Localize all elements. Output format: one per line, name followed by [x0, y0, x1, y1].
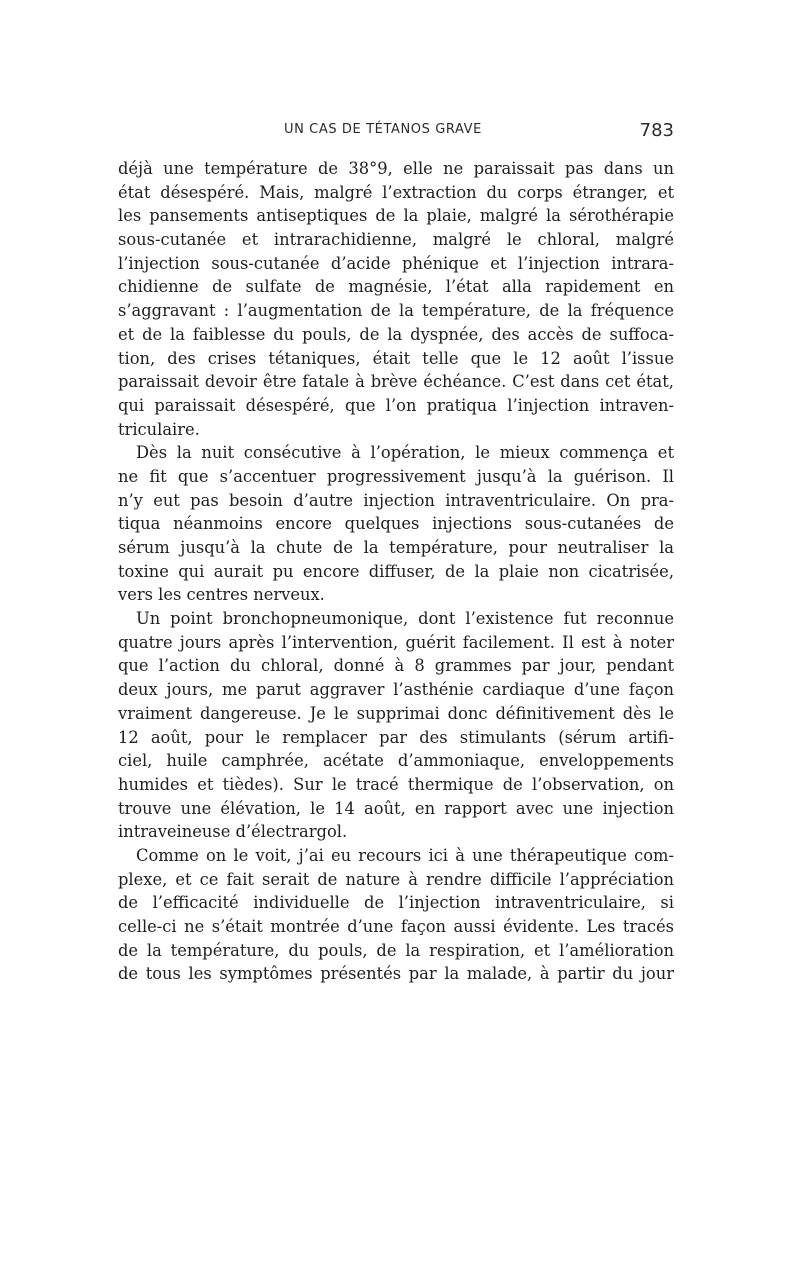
text-line: trouve une élévation, le 14 août, en rapport avec une injection — [118, 798, 674, 818]
text-line: vers les centres nerveux. — [118, 585, 325, 605]
text-line: les pansements antiseptiques de la plaie, malgré la sérothérapie — [118, 206, 674, 226]
text-line: sous-cutanée et intrarachidienne, malgré le chloral, malgré — [118, 230, 674, 250]
text-line: état désespéré. Mais, malgré l’extraction du corps étranger, et — [118, 182, 674, 202]
text-line: plexe, et ce fait serait de nature à rendre difficile l’appréciation — [118, 869, 674, 889]
text-line: Un point bronchopneumonique, dont l’existence fut reconnue — [136, 609, 674, 629]
body-text — [118, 157, 674, 986]
text-line: n’y eut pas besoin d’autre injection intraventriculaire. On pra- — [118, 490, 674, 510]
running-header — [118, 120, 674, 144]
running-title: UN CAS DE TÉTANOS GRAVE — [284, 122, 482, 137]
text-line: tiqua néanmoins encore quelques injections sous-cutanées de — [118, 514, 674, 534]
text-line: sérum jusqu’à la chute de la température, pour neutraliser la — [118, 538, 674, 557]
page-number: 783 — [639, 120, 674, 141]
text-line: quatre jours après l’intervention, guérit facilement. Il est à noter — [118, 632, 674, 652]
text-line: intraveineuse d’électrargol. — [118, 822, 348, 842]
text-line: vraiment dangereuse. Je le supprimai donc définitivement dès le — [118, 703, 674, 723]
text-line: de la température, du pouls, de la respiration, et l’amélioration — [118, 940, 674, 960]
text-line: et de la faiblesse du pouls, de la dyspnée, des accès de suffoca- — [118, 324, 674, 344]
text-line: déjà une température de 38°9, elle ne paraissait pas dans un — [118, 159, 674, 178]
text-line: ne fit que s’accentuer progressivement jusqu’à la guérison. Il — [118, 466, 674, 486]
text-line: 12 août, pour le remplacer par des stimulants (sérum artifi- — [118, 727, 674, 747]
paragraph — [118, 157, 674, 441]
text-line: s’aggravant : l’augmentation de la température, de la fréquence — [118, 301, 674, 321]
text-line: tion, des crises tétaniques, était telle que le 12 août l’issue — [118, 348, 674, 368]
text-line: toxine qui aurait pu encore diffuser, de la plaie non cicatrisée, — [118, 561, 674, 581]
text-line: Dès la nuit consécutive à l’opération, le mieux commença et — [136, 443, 674, 463]
text-line: l’injection sous-cutanée d’acide phénique et l’injection intrara- — [118, 253, 674, 273]
text-line: Comme on le voit, j’ai eu recours ici à une thérapeutique com- — [136, 845, 674, 865]
text-line: deux jours, me parut aggraver l’asthénie cardiaque d’une façon — [118, 680, 674, 700]
paragraph — [118, 607, 674, 844]
text-line: humides et tièdes). Sur le tracé thermique de l’observation, on — [118, 774, 674, 794]
text-line: paraissait devoir être fatale à brève échéance. C’est dans cet état, — [118, 372, 674, 392]
text-line: triculaire. — [118, 419, 200, 439]
text-line: chidienne de sulfate de magnésie, l’état alla rapidement en — [118, 277, 674, 297]
text-line: qui paraissait désespéré, que l’on pratiqua l’injection intraven- — [118, 395, 674, 415]
text-line: celle-ci ne s’était montrée d’une façon aussi évidente. Les tracés — [118, 917, 674, 936]
text-line: que l’action du chloral, donné à 8 grammes par jour, pendant — [118, 656, 674, 676]
text-line: de l’efficacité individuelle de l’injection intraventriculaire, si — [118, 893, 674, 913]
text-line: ciel, huile camphrée, acétate d’ammoniaque, enveloppements — [118, 751, 674, 771]
paragraph — [118, 844, 674, 986]
text-line: de tous les symptômes présentés par la malade, à partir du jour — [118, 964, 674, 984]
paragraph — [118, 441, 674, 607]
